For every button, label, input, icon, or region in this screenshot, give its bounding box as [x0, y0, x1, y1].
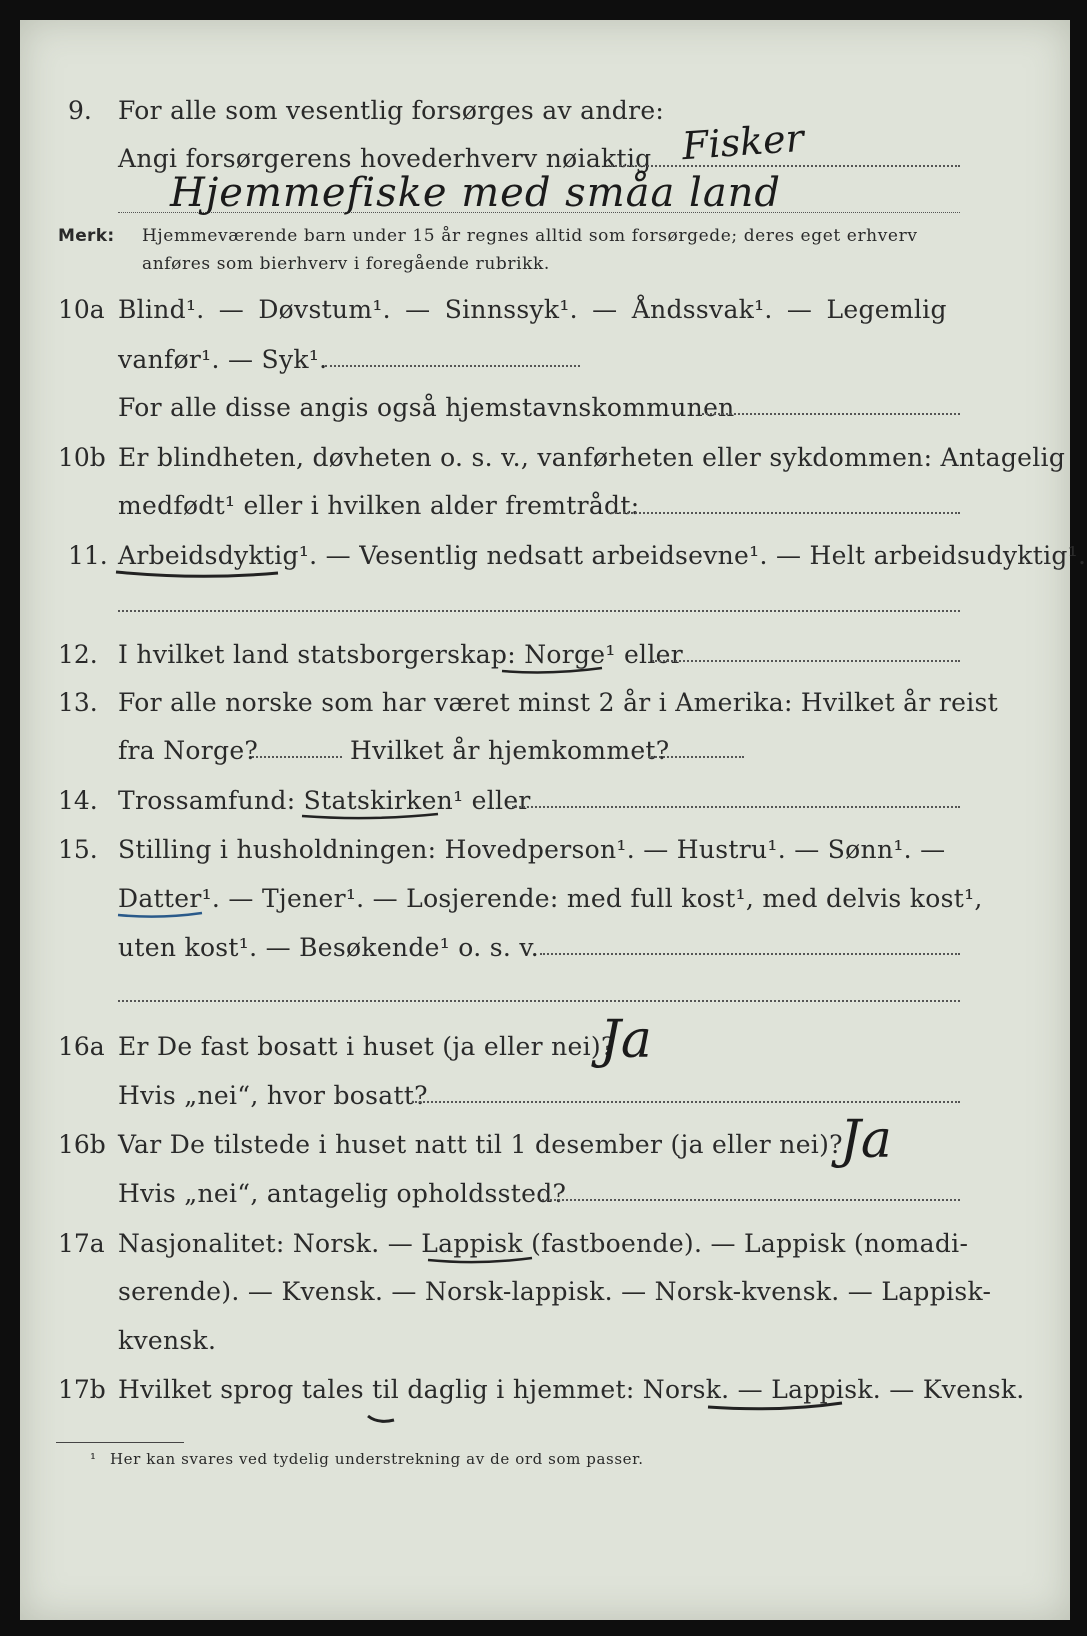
q15-number: 15.	[58, 835, 98, 864]
q16a-handwritten-answer: Ja	[600, 1010, 652, 1070]
q15-text-line3: uten kost¹. — Besøkende¹ o. s. v.	[118, 933, 540, 962]
q10a-number: 10a	[58, 295, 105, 324]
q16a-text-line2: Hvis „nei“, hvor bosatt?	[118, 1081, 428, 1110]
q16b-text-line1: Var De tilstede i huset natt til 1 desember (ja eller nei)?	[118, 1130, 843, 1159]
q13-departure-line	[252, 756, 342, 758]
q10a-text-line3: For alle disse angis også hjemstavnskommunen	[118, 393, 735, 422]
q16b-handwritten-answer: Ja	[840, 1110, 892, 1170]
q15-extra-line	[118, 1000, 960, 1002]
q14-number: 14.	[58, 786, 98, 815]
q14-answer-line	[512, 806, 960, 808]
q13-text-line2a: fra Norge?	[118, 736, 259, 765]
q13-number: 13.	[58, 688, 98, 717]
merk-label: Merk:	[58, 226, 115, 246]
q12-number: 12.	[58, 640, 98, 669]
merk-text-line2: anføres som bierhverv i foregående rubrikk.	[142, 254, 550, 274]
q16b-number: 16b	[58, 1130, 106, 1159]
q10b-text-line1: Er blindheten, døvheten o. s. v., vanførheten eller sykdommen: Antagelig	[118, 443, 1066, 472]
footnote-text: Her kan svares ved tydelig understrekning av de ord som passer.	[110, 1450, 644, 1468]
q10b-answer-line	[608, 512, 960, 514]
q14-text-line1: Trossamfund: Statskirken¹ eller	[118, 786, 531, 815]
q16a-text-line1: Er De fast bosatt i huset (ja eller nei)?	[118, 1032, 615, 1061]
q16a-answer-line	[412, 1101, 960, 1103]
q17a-text-line2: serende). — Kvensk. — Norsk-lappisk. — Norsk-kvensk. — Lappisk-	[118, 1277, 992, 1306]
census-form-page	[20, 20, 1087, 1620]
merk-text-line1: Hjemmeværende barn under 15 år regnes alltid som forsørgede; deres eget erhverv	[142, 226, 918, 246]
q13-text-line1: For alle norske som har været minst 2 år i Amerika: Hvilket år reist	[118, 688, 999, 717]
q10b-text-line2: medfødt¹ eller i hvilken alder fremtrådt:	[118, 491, 640, 520]
q15-answer-line	[540, 953, 960, 955]
q10a-answer-line	[325, 365, 580, 367]
q9-answer-line1	[608, 165, 960, 167]
q11-number: 11.	[68, 541, 108, 570]
q16b-text-line2: Hvis „nei“, antagelig opholdssted?	[118, 1179, 567, 1208]
q13-text-line2b: Hvilket år hjemkommet?	[350, 736, 670, 765]
q10a-text-line1: Blind¹. — Døvstum¹. — Sinnssyk¹. — Åndssvak¹. — Legemlig	[118, 295, 947, 324]
q16b-answer-line	[542, 1199, 960, 1201]
q9-handwritten-answer1: Fisker	[680, 115, 806, 169]
q10a-text-line2: vanfør¹. — Syk¹.	[118, 345, 328, 374]
q9-number: 9.	[68, 96, 92, 125]
q10a-hometown-line	[702, 413, 960, 415]
underline-lappisk-17a	[428, 1258, 532, 1262]
q11-answer-line	[118, 610, 960, 612]
q15-text-line1: Stilling i husholdningen: Hovedperson¹. — Hustru¹. — Sønn¹. —	[118, 835, 946, 864]
q16a-number: 16a	[58, 1032, 105, 1061]
q9-text-line2: Angi forsørgerens hovederhverv nøiaktig	[118, 144, 652, 173]
q17a-number: 17a	[58, 1229, 105, 1258]
q15-text-line2: Datter¹. — Tjener¹. — Losjerende: med full kost¹, med delvis kost¹,	[118, 884, 983, 913]
underline-arbeidsdyktig	[116, 572, 278, 576]
q17b-number: 17b	[58, 1375, 106, 1404]
q17b-text-line1: Hvilket sprog tales til daglig i hjemmet: Norsk. — Lappisk. — Kvensk.	[118, 1375, 1025, 1404]
q9-text-line1: For alle som vesentlig forsørges av andre:	[118, 96, 665, 125]
q12-text-line1: I hvilket land statsborgerskap: Norge¹ eller	[118, 640, 683, 669]
q17a-text-line3: kvensk.	[118, 1326, 217, 1355]
q17a-text-line1: Nasjonalitet: Norsk. — Lappisk (fastboende). — Lappisk (nomadi-	[118, 1229, 969, 1258]
footnote-rule	[56, 1442, 184, 1443]
q11-text-line1: Arbeidsdyktig¹. — Vesentlig nedsatt arbeidsevne¹. — Helt arbeidsudyktig¹.	[118, 541, 1087, 570]
footnote-mark: ¹	[90, 1450, 97, 1468]
underline-datter	[118, 913, 202, 917]
q10b-number: 10b	[58, 443, 106, 472]
q9-handwritten-answer2: Hjemmefiske med småa land	[170, 170, 782, 216]
q13-return-line	[648, 756, 744, 758]
stray-ink-mark	[368, 1416, 394, 1421]
q12-answer-line	[652, 660, 960, 662]
